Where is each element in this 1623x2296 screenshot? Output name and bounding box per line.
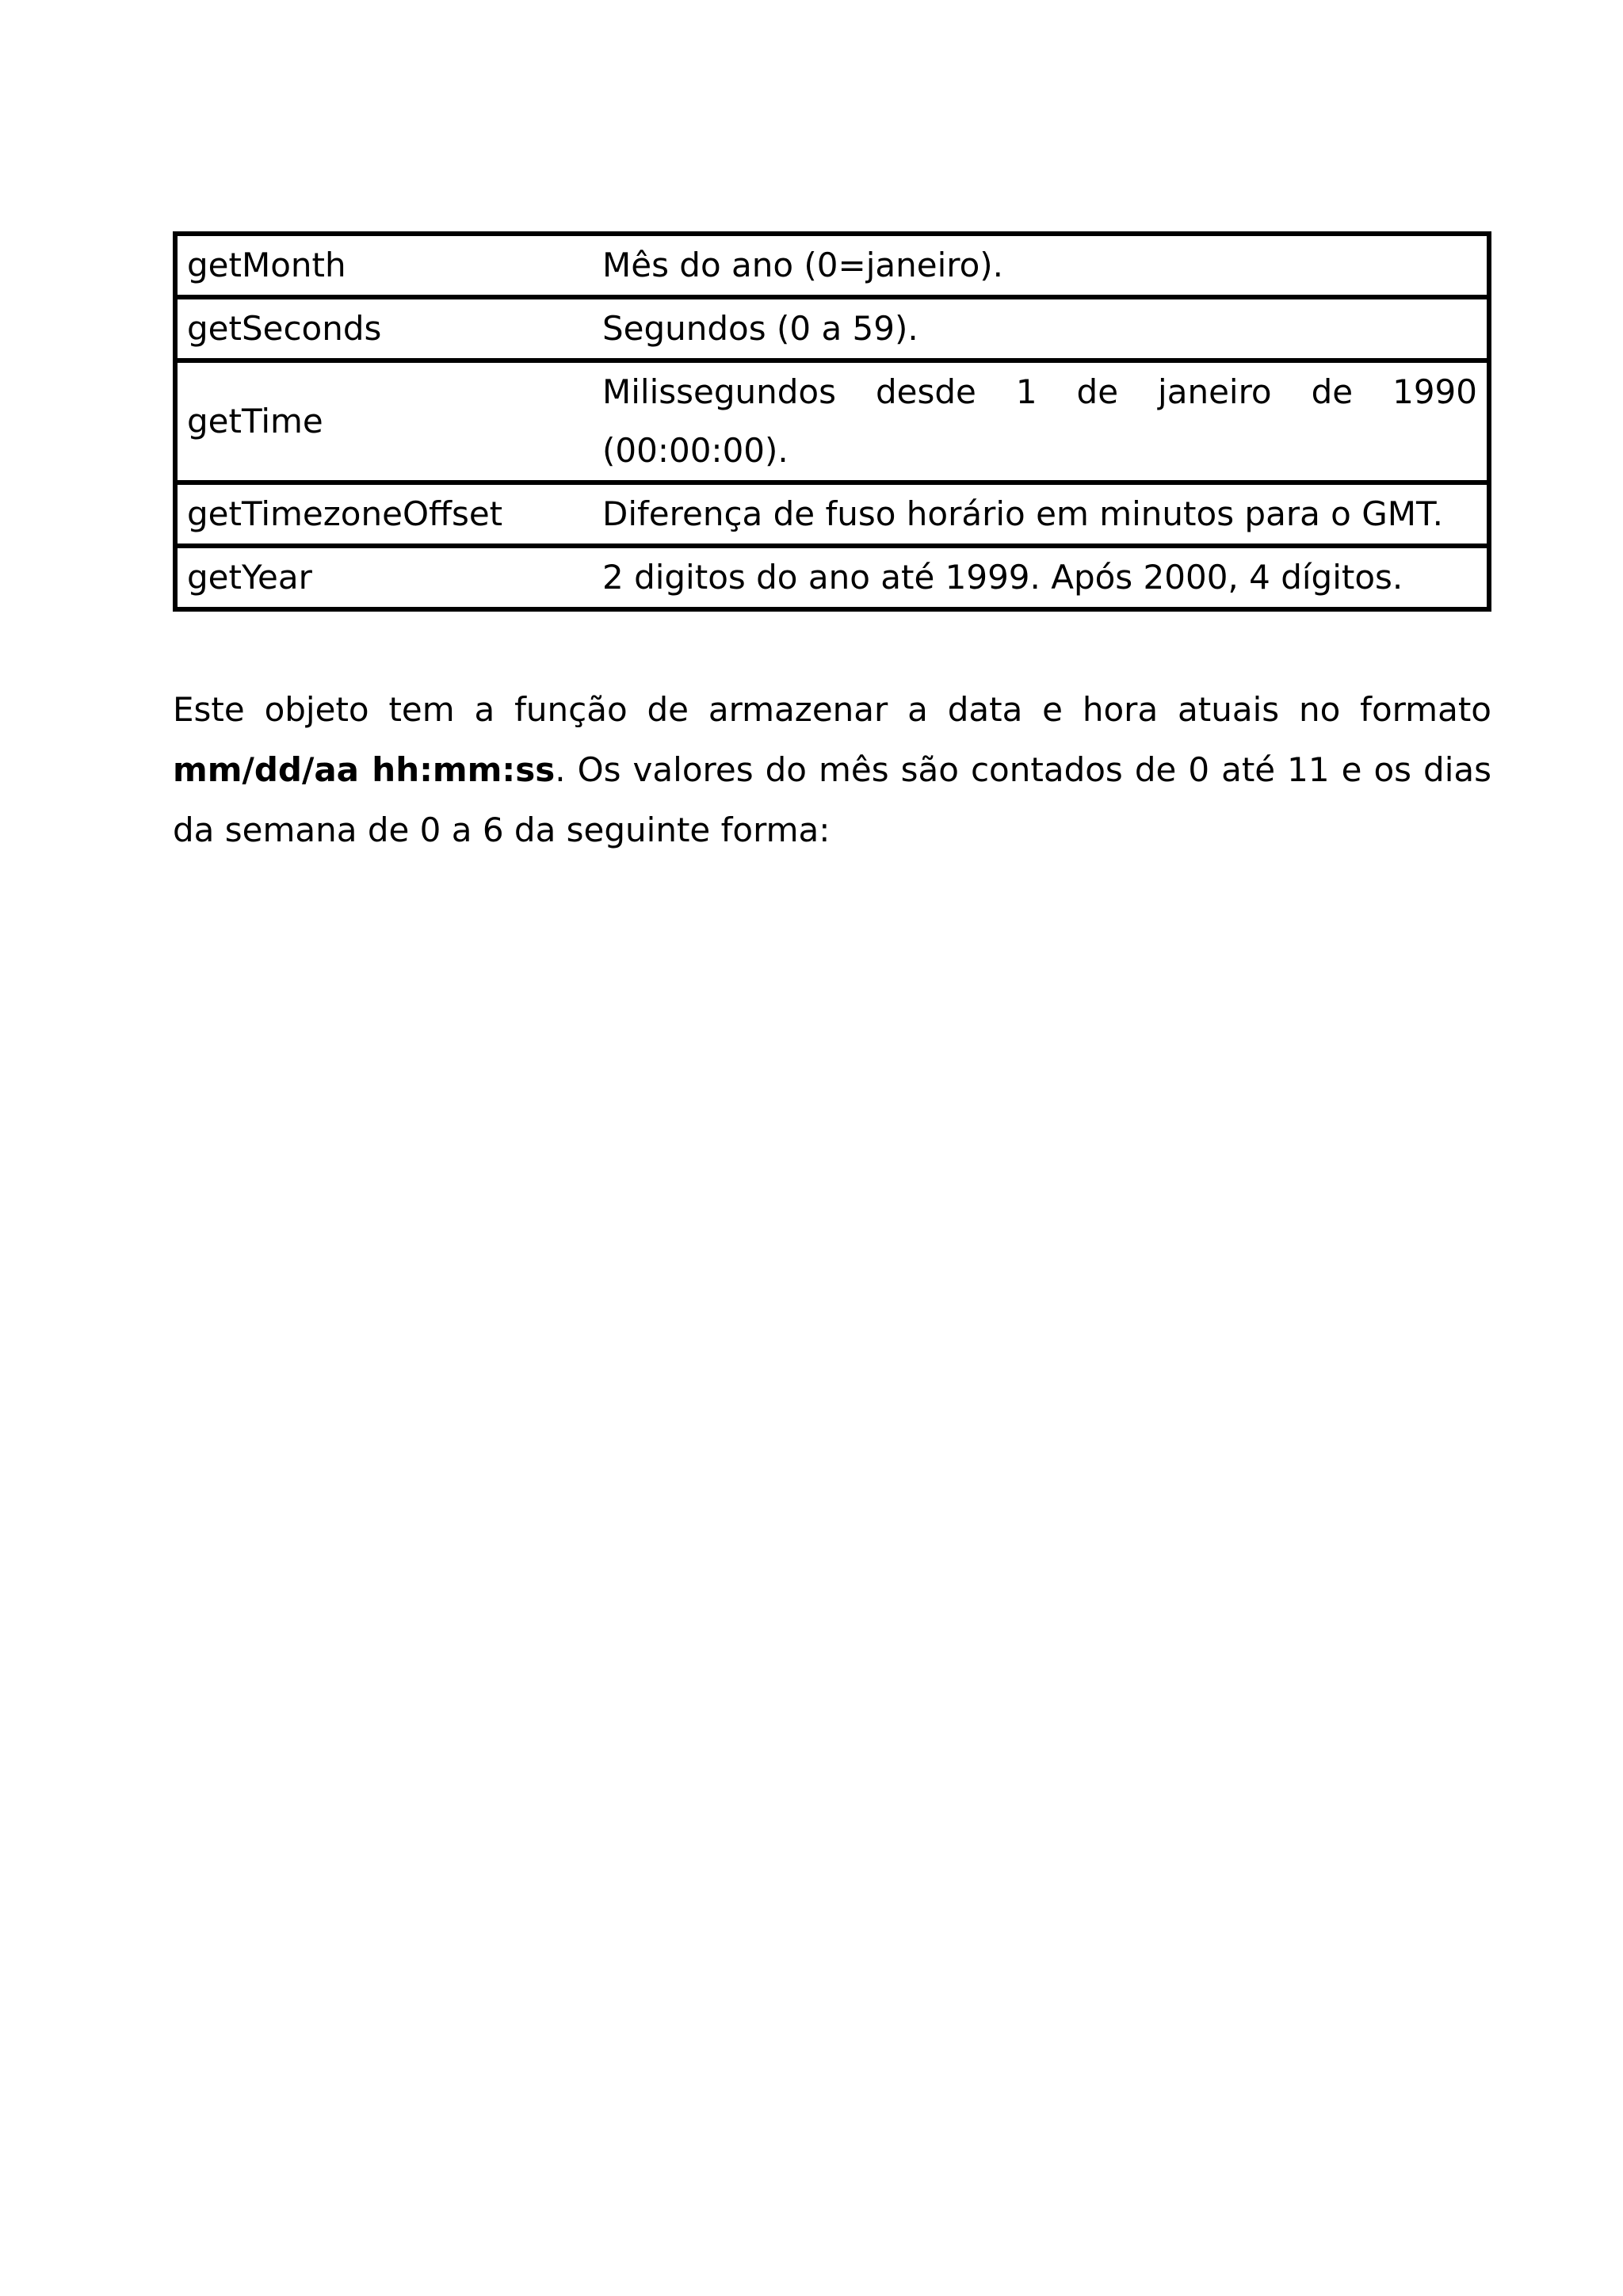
method-description: Segundos (0 a 59). (593, 297, 1489, 360)
table-row (175, 360, 1489, 482)
date-methods-table (173, 231, 1491, 612)
table-row (175, 297, 1489, 360)
method-description: Mês do ano (0=janeiro). (593, 234, 1489, 297)
body-paragraph (173, 680, 1491, 860)
method-name: getSeconds (175, 297, 593, 360)
method-name: getTime (175, 360, 593, 482)
method-description: Diferença de fuso horário em minutos para o GMT. (593, 482, 1489, 546)
method-description: Milissegundos desde 1 de janeiro de 1990 (00:00:00). (593, 360, 1489, 482)
method-description: 2 digitos do ano até 1999. Após 2000, 4 dígitos. (593, 546, 1489, 609)
table-row (175, 482, 1489, 546)
paragraph-rest: . Os valores do mês são contados de 0 até 11 e os dias da semana de 0 a 6 da seguinte forma: (173, 750, 1492, 849)
table-row (175, 234, 1489, 297)
method-name: getTimezoneOffset (175, 482, 593, 546)
paragraph-intro: Este objeto tem a função de armazenar a data e hora atuais no formato (173, 690, 1491, 729)
date-format-text: mm/dd/aa hh:mm:ss (173, 750, 556, 789)
method-name: getYear (175, 546, 593, 609)
table-row (175, 546, 1489, 609)
method-name: getMonth (175, 234, 593, 297)
